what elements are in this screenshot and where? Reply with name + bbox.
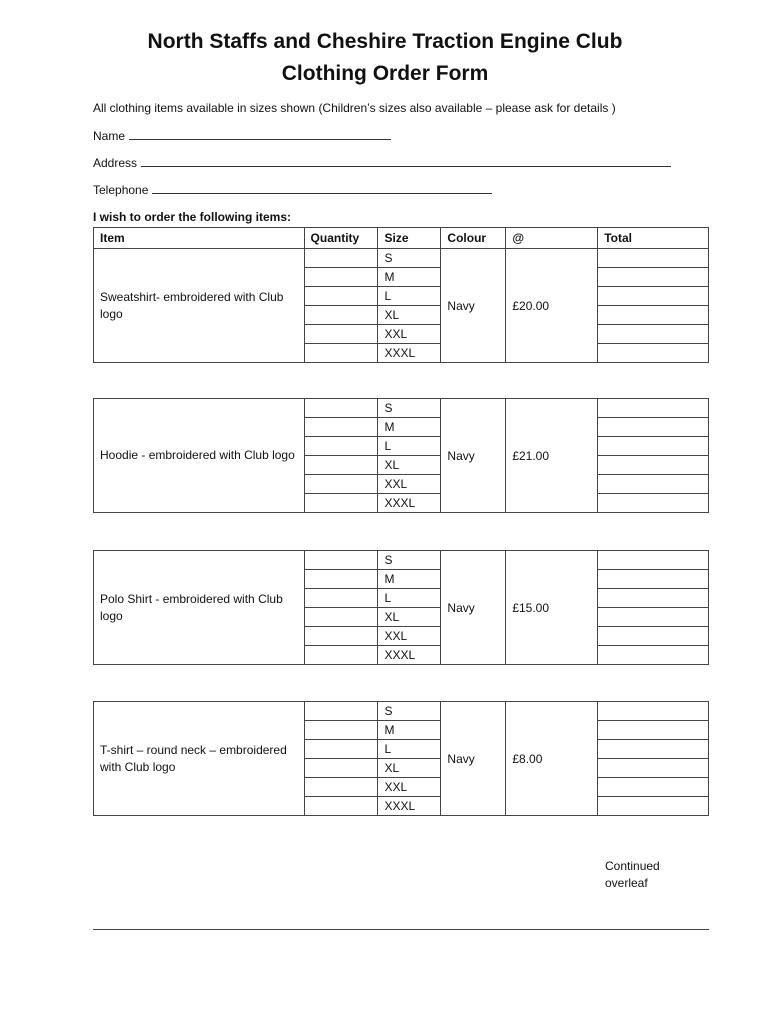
size-cell: XL bbox=[378, 306, 441, 325]
size-cell: XL bbox=[378, 608, 441, 627]
colour-cell: Navy bbox=[441, 551, 506, 665]
size-cell: L bbox=[378, 437, 441, 456]
telephone-label: Telephone bbox=[93, 183, 149, 197]
quantity-cell[interactable] bbox=[304, 570, 378, 589]
item-name: Sweatshirt- embroidered with Club logo bbox=[94, 249, 305, 363]
name-field[interactable] bbox=[129, 128, 391, 140]
quantity-cell[interactable] bbox=[304, 456, 378, 475]
size-cell: XL bbox=[378, 456, 441, 475]
table-row bbox=[94, 399, 709, 418]
quantity-cell[interactable] bbox=[304, 306, 378, 325]
total-cell[interactable] bbox=[598, 399, 709, 418]
total-cell[interactable] bbox=[598, 344, 709, 363]
total-cell[interactable] bbox=[598, 475, 709, 494]
quantity-cell[interactable] bbox=[304, 344, 378, 363]
total-cell[interactable] bbox=[598, 740, 709, 759]
quantity-cell[interactable] bbox=[304, 249, 378, 268]
size-cell: S bbox=[378, 551, 441, 570]
price-cell: £8.00 bbox=[506, 702, 598, 816]
total-cell[interactable] bbox=[598, 759, 709, 778]
order-table bbox=[93, 550, 709, 665]
name-row bbox=[93, 128, 391, 143]
quantity-cell[interactable] bbox=[304, 268, 378, 287]
quantity-cell[interactable] bbox=[304, 778, 378, 797]
quantity-cell[interactable] bbox=[304, 325, 378, 344]
order-table bbox=[93, 398, 709, 513]
quantity-cell[interactable] bbox=[304, 475, 378, 494]
total-cell[interactable] bbox=[598, 589, 709, 608]
price-cell: £15.00 bbox=[506, 551, 598, 665]
total-cell[interactable] bbox=[598, 418, 709, 437]
price-cell: £21.00 bbox=[506, 399, 598, 513]
total-cell[interactable] bbox=[598, 570, 709, 589]
size-cell: XXXL bbox=[378, 344, 441, 363]
quantity-cell[interactable] bbox=[304, 418, 378, 437]
footer-rule bbox=[93, 929, 709, 930]
size-cell: XXXL bbox=[378, 646, 441, 665]
header-size: Size bbox=[378, 228, 441, 249]
address-field[interactable] bbox=[141, 155, 671, 167]
total-cell[interactable] bbox=[598, 702, 709, 721]
total-cell[interactable] bbox=[598, 268, 709, 287]
order-heading: I wish to order the following items: bbox=[93, 210, 292, 224]
item-name: Hoodie - embroidered with Club logo bbox=[94, 399, 305, 513]
quantity-cell[interactable] bbox=[304, 627, 378, 646]
table-row bbox=[94, 702, 709, 721]
size-cell: M bbox=[378, 570, 441, 589]
table-row bbox=[94, 551, 709, 570]
size-cell: S bbox=[378, 399, 441, 418]
size-cell: S bbox=[378, 249, 441, 268]
form-title: North Staffs and Cheshire Traction Engine Club bbox=[147, 30, 623, 53]
quantity-cell[interactable] bbox=[304, 608, 378, 627]
name-label: Name bbox=[93, 129, 126, 143]
quantity-cell[interactable] bbox=[304, 702, 378, 721]
quantity-cell[interactable] bbox=[304, 287, 378, 306]
total-cell[interactable] bbox=[598, 494, 709, 513]
size-cell: XL bbox=[378, 759, 441, 778]
total-cell[interactable] bbox=[598, 721, 709, 740]
address-row bbox=[93, 155, 671, 170]
size-cell: L bbox=[378, 287, 441, 306]
total-cell[interactable] bbox=[598, 249, 709, 268]
order-table bbox=[93, 701, 709, 816]
quantity-cell[interactable] bbox=[304, 589, 378, 608]
total-cell[interactable] bbox=[598, 287, 709, 306]
quantity-cell[interactable] bbox=[304, 646, 378, 665]
telephone-row bbox=[93, 182, 492, 197]
table-row bbox=[94, 249, 709, 268]
header-colour: Colour bbox=[441, 228, 506, 249]
total-cell[interactable] bbox=[598, 627, 709, 646]
size-cell: XXXL bbox=[378, 797, 441, 816]
size-cell: XXL bbox=[378, 778, 441, 797]
total-cell[interactable] bbox=[598, 797, 709, 816]
total-cell[interactable] bbox=[598, 306, 709, 325]
size-cell: M bbox=[378, 721, 441, 740]
item-name: T-shirt – round neck – embroidered with Club logo bbox=[94, 702, 305, 816]
continued-note: Continued overleaf bbox=[605, 859, 660, 890]
order-table bbox=[93, 227, 709, 363]
quantity-cell[interactable] bbox=[304, 759, 378, 778]
size-cell: XXL bbox=[378, 627, 441, 646]
size-cell: XXL bbox=[378, 475, 441, 494]
intro-text: All clothing items available in sizes shown (Children’s sizes also available – please ask for details ) bbox=[93, 101, 616, 115]
header-quantity: Quantity bbox=[304, 228, 378, 249]
quantity-cell[interactable] bbox=[304, 399, 378, 418]
size-cell: L bbox=[378, 589, 441, 608]
total-cell[interactable] bbox=[598, 608, 709, 627]
price-cell: £20.00 bbox=[506, 249, 598, 363]
size-cell: M bbox=[378, 418, 441, 437]
size-cell: M bbox=[378, 268, 441, 287]
total-cell[interactable] bbox=[598, 778, 709, 797]
size-cell: XXL bbox=[378, 325, 441, 344]
colour-cell: Navy bbox=[441, 399, 506, 513]
quantity-cell[interactable] bbox=[304, 740, 378, 759]
header-total: Total bbox=[598, 228, 709, 249]
header-at: @ bbox=[506, 228, 598, 249]
telephone-field[interactable] bbox=[152, 182, 492, 194]
header-item: Item bbox=[94, 228, 305, 249]
quantity-cell[interactable] bbox=[304, 551, 378, 570]
item-name: Polo Shirt - embroidered with Club logo bbox=[94, 551, 305, 665]
address-label: Address bbox=[93, 156, 138, 170]
quantity-cell[interactable] bbox=[304, 494, 378, 513]
colour-cell: Navy bbox=[441, 702, 506, 816]
quantity-cell[interactable] bbox=[304, 797, 378, 816]
total-cell[interactable] bbox=[598, 551, 709, 570]
size-cell: L bbox=[378, 740, 441, 759]
size-cell: XXXL bbox=[378, 494, 441, 513]
total-cell[interactable] bbox=[598, 325, 709, 344]
quantity-cell[interactable] bbox=[304, 721, 378, 740]
table-header-row bbox=[94, 228, 709, 249]
total-cell[interactable] bbox=[598, 646, 709, 665]
colour-cell: Navy bbox=[441, 249, 506, 363]
form-subtitle: Clothing Order Form bbox=[281, 62, 489, 85]
size-cell: S bbox=[378, 702, 441, 721]
total-cell[interactable] bbox=[598, 456, 709, 475]
total-cell[interactable] bbox=[598, 437, 709, 456]
quantity-cell[interactable] bbox=[304, 437, 378, 456]
